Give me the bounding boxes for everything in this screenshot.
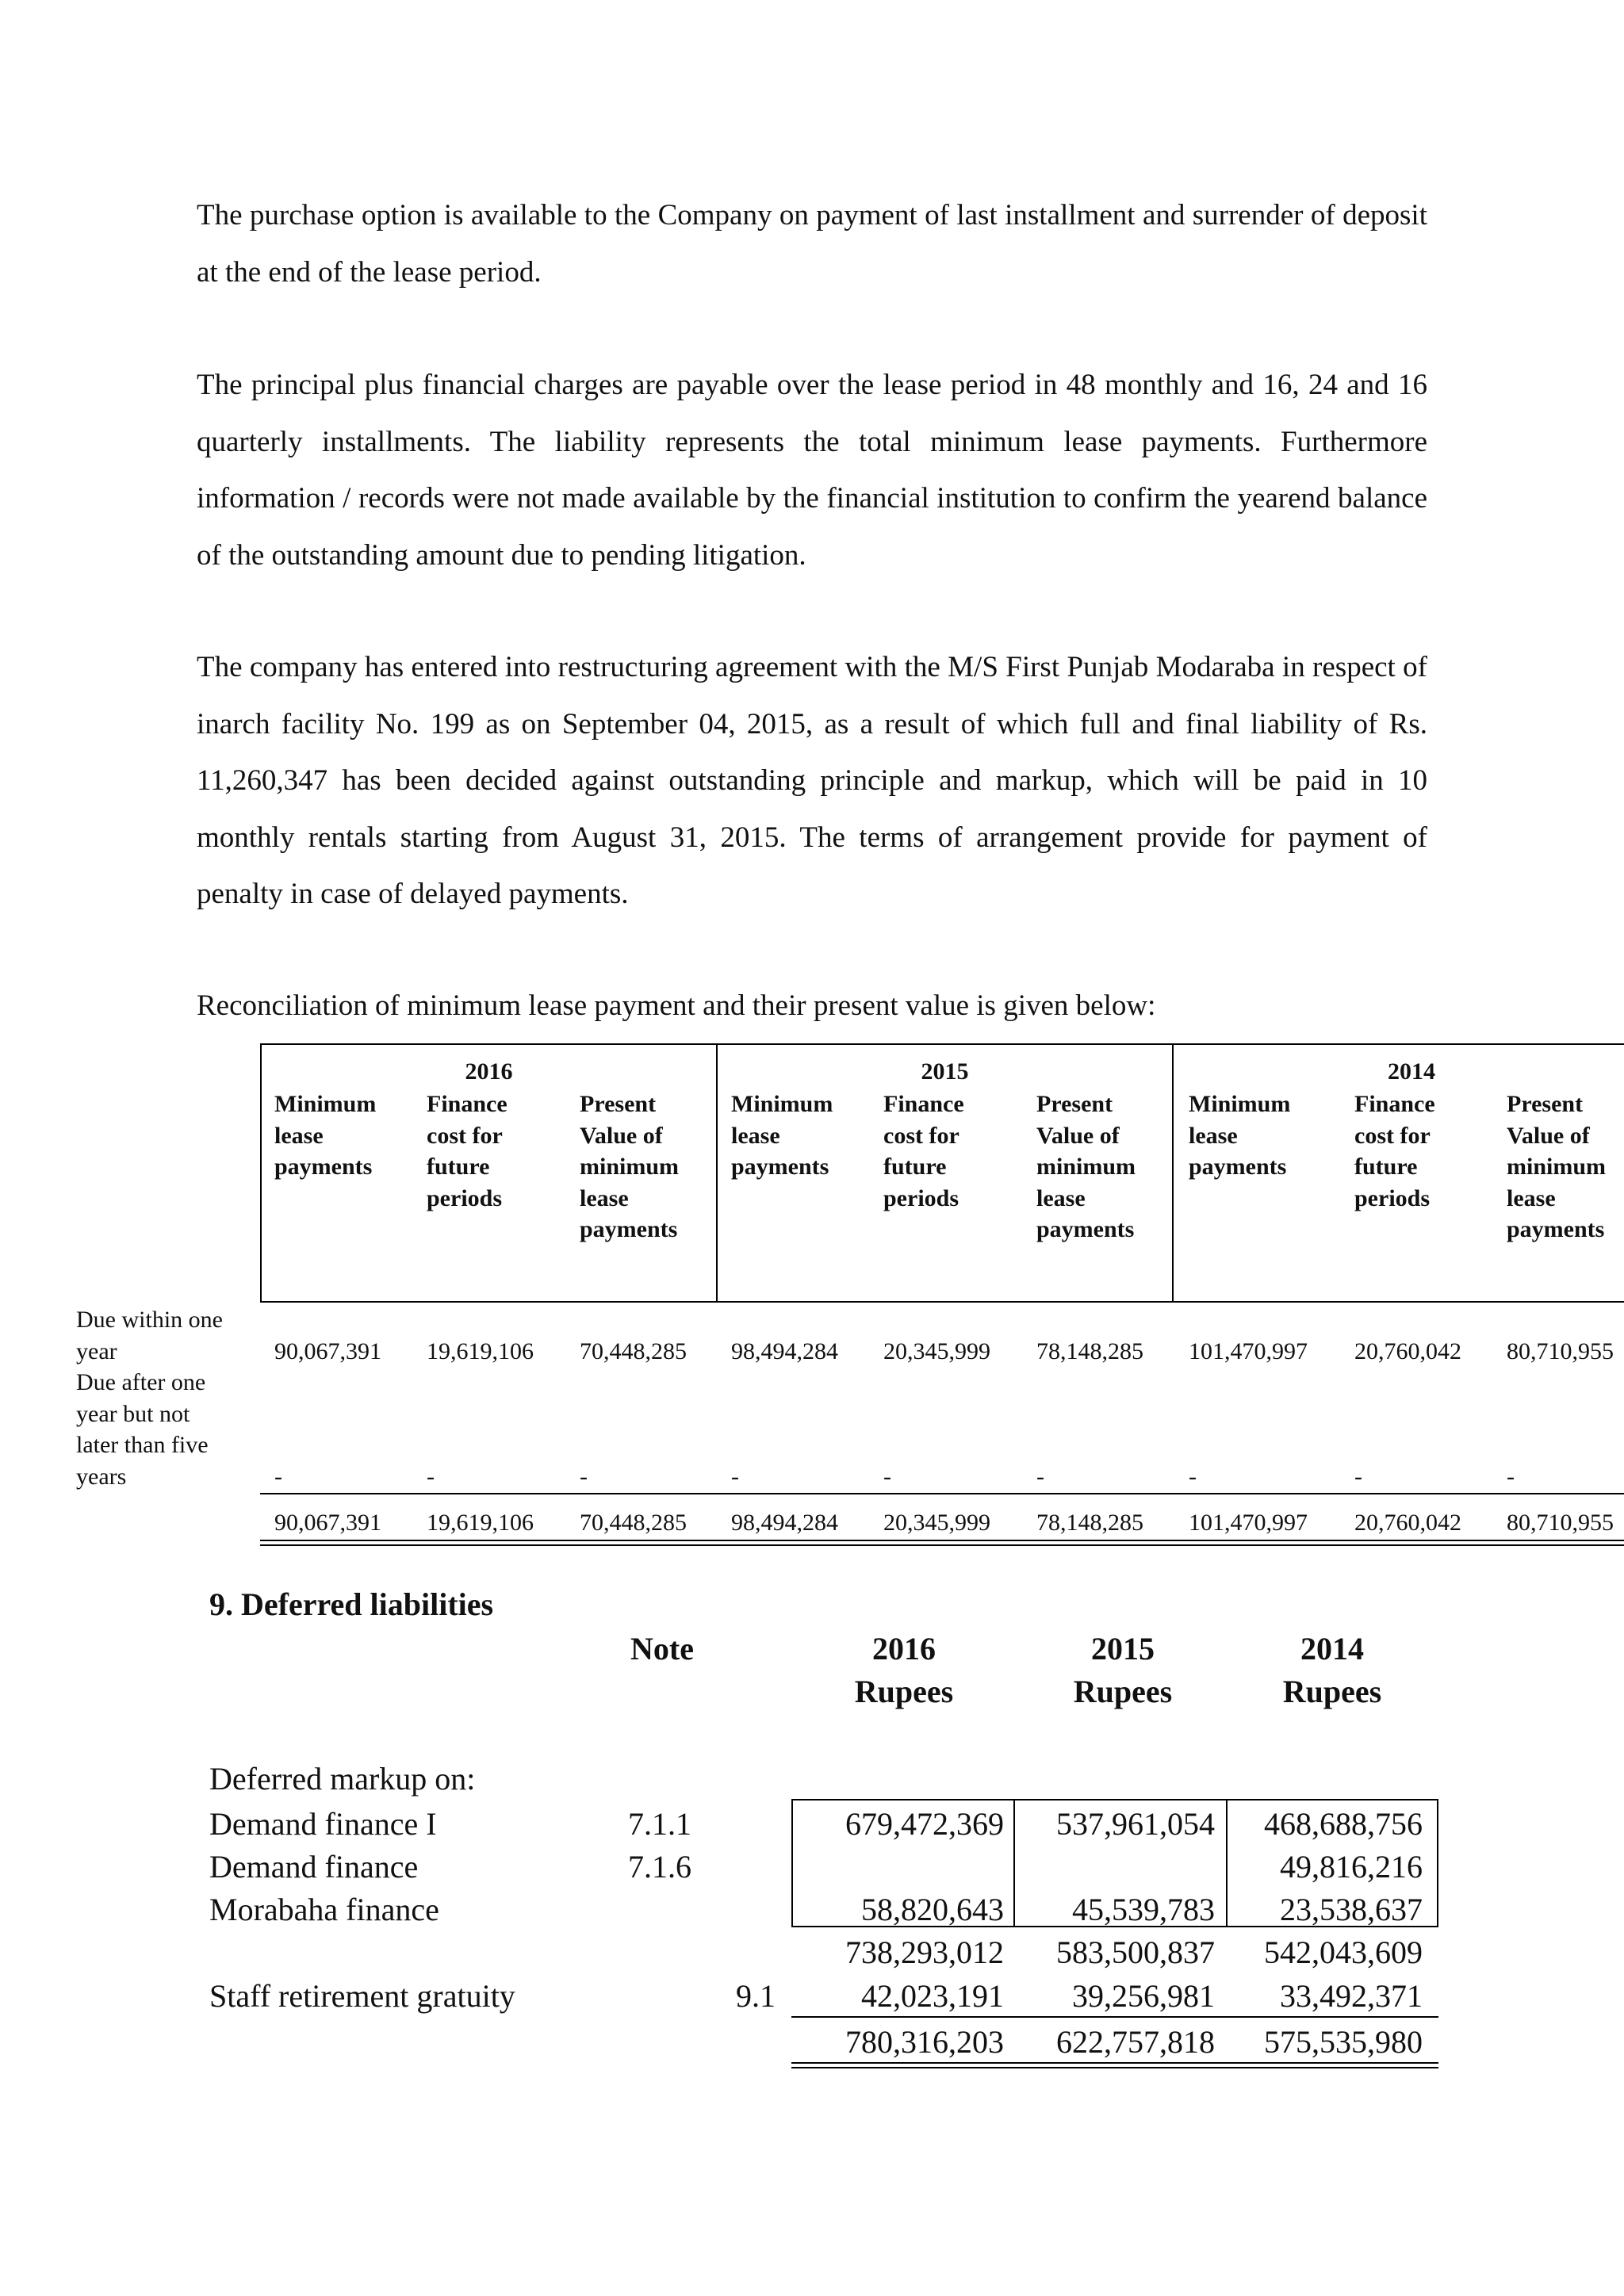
lease-column-header: Finance cost for future periods (883, 1091, 964, 1211)
row-label: Demand finance (209, 1849, 419, 1885)
total-double-rule (791, 2062, 1438, 2064)
lease-column-header: Finance cost for future periods (427, 1091, 508, 1211)
lease-cell: - (1507, 1464, 1515, 1490)
lease-column-header: Present Value of minimum lease payments (1036, 1091, 1136, 1242)
currency-label: Rupees (1073, 1674, 1173, 1709)
lease-cell: - (1189, 1464, 1197, 1490)
row-value: 45,539,783 (1072, 1892, 1215, 1927)
total-value: 622,757,818 (1056, 2024, 1215, 2060)
year-label: 2014 (1300, 1631, 1364, 1667)
row-value: 58,820,643 (861, 1892, 1004, 1927)
lease-column-header: Present Value of minimum lease payments (1507, 1091, 1607, 1242)
lease-cell: 78,148,285 (1036, 1338, 1143, 1364)
row-label: Morabaha finance (209, 1892, 439, 1927)
lease-total-cell: 20,760,042 (1354, 1510, 1461, 1536)
row-value: 679,472,369 (845, 1806, 1004, 1842)
lease-total-rule (260, 1544, 1624, 1546)
row-value: 42,023,191 (861, 1978, 1004, 2014)
year-label: 2016 (872, 1631, 936, 1667)
total-value: 575,535,980 (1264, 2024, 1423, 2060)
row-label: Staff retirement gratuity (209, 1978, 515, 2014)
row-value: 39,256,981 (1072, 1978, 1215, 2014)
row-value: 33,492,371 (1280, 1978, 1423, 2014)
lease-total-cell: 78,148,285 (1036, 1510, 1143, 1536)
paragraph-restructuring: The company has entered into restructuring agreement with the M/S First Punjab Modaraba in respect of inarch facility No. 199 as on September 04, 2015, as a result of which full and final liability of Rs. 11,260,347 has been decided against outstanding principle and markup, which will be paid in 10 monthly rentals starting from August 31, 2015. The terms of arrangement provide for payment of penalty in case of delayed payments. (197, 651, 1427, 910)
subtotal-value: 738,293,012 (845, 1934, 1004, 1970)
lease-total-cell: 19,619,106 (427, 1510, 534, 1536)
lease-cell: - (427, 1464, 435, 1490)
lease-total-cell: 101,470,997 (1189, 1510, 1308, 1536)
lease-column-header: Present Value of minimum lease payments (580, 1091, 680, 1242)
lease-cell: 101,470,997 (1189, 1338, 1308, 1364)
lease-cell: 80,710,955 (1507, 1338, 1614, 1364)
total-double-rule (791, 2067, 1438, 2068)
subtotal-value: 583,500,837 (1056, 1934, 1215, 1970)
lease-cell: - (274, 1464, 282, 1490)
lease-cell: 20,760,042 (1354, 1338, 1461, 1364)
currency-label: Rupees (854, 1674, 954, 1709)
lease-year-header: 2015 (921, 1058, 969, 1085)
lease-row-label: Due within one year (76, 1307, 223, 1364)
currency-label: Rupees (1282, 1674, 1382, 1709)
lease-cell: - (1036, 1464, 1044, 1490)
deferred-markup-label: Deferred markup on: (209, 1761, 476, 1797)
paragraph-principal-charges: The principal plus financial charges are payable over the lease period in 48 monthly and 16, 24 and 16 quarterly installments. The liability represents the total minimum lease payments. Furthermore information / records were not made available by the financial institution to confirm the yearend balance of the outstanding amount due to pending litigation. (197, 369, 1427, 572)
year-column-header (1253, 1628, 1411, 1713)
row-value: 49,816,216 (1280, 1849, 1423, 1885)
lease-cell: 90,067,391 (274, 1338, 381, 1364)
lease-cell: 20,345,999 (883, 1338, 990, 1364)
lease-column-header: Finance cost for future periods (1354, 1091, 1435, 1211)
lease-row-label: Due after one year but not later than five years (76, 1369, 209, 1490)
lease-cell: - (883, 1464, 891, 1490)
section-title: 9. Deferred liabilities (209, 1586, 494, 1622)
row-note: 7.1.1 (628, 1806, 691, 1842)
year-column-header (825, 1628, 983, 1713)
row-value: 23,538,637 (1280, 1892, 1423, 1927)
lease-subtotal-rule (260, 1493, 1624, 1494)
lease-year-header: 2016 (465, 1058, 513, 1085)
paragraph-purchase-option: The purchase option is available to the Company on payment of last installment and surrender of deposit at the end of the lease period. (197, 199, 1427, 289)
lease-total-cell: 20,345,999 (883, 1510, 990, 1536)
lease-cell: - (580, 1464, 588, 1490)
lease-total-cell: 70,448,285 (580, 1510, 687, 1536)
row-value: 537,961,054 (1056, 1806, 1215, 1842)
lease-total-cell: 90,067,391 (274, 1510, 381, 1536)
lease-total-cell: 98,494,284 (731, 1510, 838, 1536)
lease-cell: - (731, 1464, 739, 1490)
lease-total-rule (260, 1540, 1624, 1541)
lease-cell: 98,494,284 (731, 1338, 838, 1364)
year-label: 2015 (1091, 1631, 1155, 1667)
row-label: Demand finance I (209, 1806, 437, 1842)
row-note: 7.1.6 (628, 1849, 691, 1885)
lease-year-header: 2014 (1388, 1058, 1435, 1085)
row-note: 9.1 (736, 1978, 776, 2014)
row-value: 468,688,756 (1264, 1806, 1423, 1842)
lease-cell: - (1354, 1464, 1362, 1490)
lease-cell: 19,619,106 (427, 1338, 534, 1364)
lease-cell: 70,448,285 (580, 1338, 687, 1364)
reconciliation-intro: Reconciliation of minimum lease payment and their present value is given below: (197, 989, 1156, 1022)
year-column-header (1044, 1628, 1202, 1713)
total-rule (791, 2016, 1438, 2018)
note-column-header: Note (630, 1631, 694, 1667)
lease-column-header: Minimum lease payments (274, 1091, 377, 1180)
subtotal-value: 542,043,609 (1264, 1934, 1423, 1970)
lease-column-header: Minimum lease payments (1189, 1091, 1291, 1180)
lease-column-header: Minimum lease payments (731, 1091, 833, 1180)
lease-total-cell: 80,710,955 (1507, 1510, 1614, 1536)
total-value: 780,316,203 (845, 2024, 1004, 2060)
